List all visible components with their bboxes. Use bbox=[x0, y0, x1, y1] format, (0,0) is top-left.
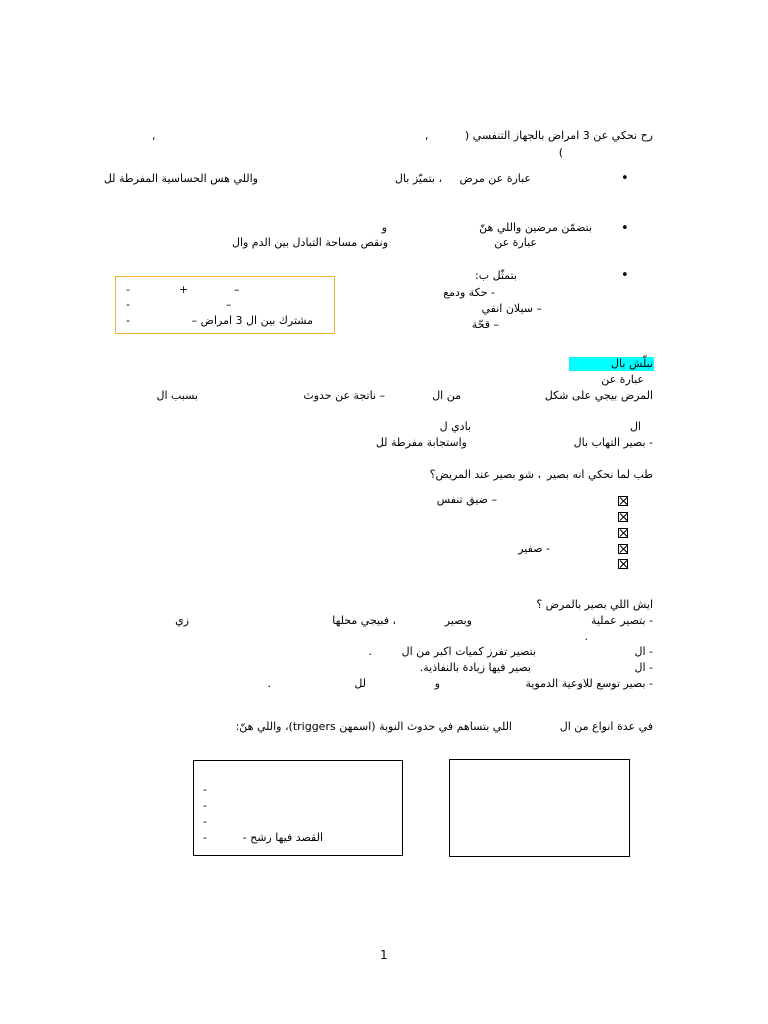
section3-text: - بصير توسع للاوعية الدموية bbox=[525, 677, 653, 690]
intro-line: رح نحكي عن 3 امراض بالجهاز التنفسي ( bbox=[464, 129, 653, 142]
summary-dash: - bbox=[126, 314, 130, 327]
bullet2-part4: ونقص مساحة التبادل بين الدم وال bbox=[231, 236, 388, 249]
bullet2-part2: و bbox=[381, 221, 387, 234]
checkbox-icon bbox=[618, 544, 628, 554]
section3-text: ، فبيجي محلها bbox=[332, 614, 396, 627]
section3-text: بصير فيها زيادة بالنفاذية. bbox=[419, 661, 531, 674]
section4-text: اللي بتساهم في حدوث النوبة (اسمهن triggers)، واللي هنّ: bbox=[235, 720, 512, 733]
summary-text: مشترك بين ال 3 امراض – bbox=[191, 314, 313, 327]
bullet3-item: - حكة ودمع bbox=[443, 286, 495, 299]
bullet-icon: • bbox=[621, 221, 629, 236]
bullet-icon: • bbox=[621, 171, 629, 186]
section3-text: وبصير bbox=[444, 614, 472, 627]
intro-comma: , bbox=[152, 129, 156, 142]
section1-text: من ال bbox=[432, 389, 461, 402]
bullet-icon: • bbox=[621, 268, 629, 283]
checkbox-icon bbox=[618, 528, 628, 538]
summary-dash: - bbox=[126, 298, 130, 311]
section3-text: - بتصير عملية bbox=[590, 614, 653, 627]
section-heading: نبلّش بال bbox=[611, 357, 653, 370]
triggers-box-right bbox=[449, 759, 630, 857]
section1-text: ال bbox=[629, 420, 641, 433]
section3-dot: . bbox=[368, 645, 372, 658]
section3-text: لل bbox=[354, 677, 366, 690]
bullet2-part3: عبارة عن bbox=[494, 236, 537, 249]
bullet3-item: – قحّة bbox=[471, 318, 499, 331]
section3-text: زي bbox=[175, 614, 189, 627]
section1-text: المرض بيجي على شكل bbox=[544, 389, 653, 402]
checkbox-icon bbox=[618, 512, 628, 522]
checkbox-icon bbox=[618, 559, 628, 569]
section2-question: ، شو بصير عند المريض؟ bbox=[429, 468, 541, 481]
section4-text: في عدة انواع من ال bbox=[559, 720, 653, 733]
symptom-text: – ضيق تنفس bbox=[436, 493, 497, 506]
intro-comma: , bbox=[425, 129, 429, 142]
section2-question: طب لما نحكي انه بصير bbox=[546, 468, 653, 481]
section3-text: - ال bbox=[634, 645, 653, 658]
section1-text: - بصير التهاب بال bbox=[573, 436, 653, 449]
summary-dash: - bbox=[126, 283, 130, 296]
summary-dash: – bbox=[234, 283, 240, 296]
section1-text: بادي ل bbox=[439, 420, 471, 433]
summary-dash: – bbox=[226, 298, 232, 311]
section3-text: - ال bbox=[634, 661, 653, 674]
checkbox-icon bbox=[618, 496, 628, 506]
bullet3-item: – سيلان انفي bbox=[481, 302, 542, 315]
section3-text: بتصير تفرز كميات اكبر من ال bbox=[401, 645, 536, 658]
box-text: القصد فيها رشح - bbox=[242, 831, 323, 844]
section1-text: – ناتجة عن حدوث bbox=[303, 389, 385, 402]
section1-text: بسبب ال bbox=[156, 389, 198, 402]
bullet3-intro: بتمثّل ب: bbox=[475, 269, 517, 282]
section3-question: ايش اللي بصير بالمرض ؟ bbox=[536, 598, 653, 611]
box-dash: - bbox=[203, 799, 207, 812]
section3-dot: . bbox=[267, 677, 271, 690]
box-dash: - bbox=[203, 831, 207, 844]
symptom-text: - صفير bbox=[518, 542, 550, 555]
bullet2-part1: بتضمّن مرضين واللي هنّ bbox=[479, 221, 592, 234]
bullet1-part2: ، بتميّز بال bbox=[394, 172, 442, 185]
section1-def: عبارة عن bbox=[601, 373, 644, 386]
section3-dot: . bbox=[584, 630, 588, 643]
section3-text: و bbox=[434, 677, 440, 690]
section1-text: واستجابة مفرطة لل bbox=[375, 436, 467, 449]
summary-plus: + bbox=[179, 283, 189, 296]
page-number: 1 bbox=[380, 948, 388, 962]
bullet1-part1: عبارة عن مرض bbox=[459, 172, 531, 185]
box-dash: - bbox=[203, 783, 207, 796]
box-dash: - bbox=[203, 815, 207, 828]
bullet1-part3: واللي هس الحساسية المفرطة لل bbox=[103, 172, 258, 185]
intro-close-paren: ) bbox=[558, 146, 563, 159]
